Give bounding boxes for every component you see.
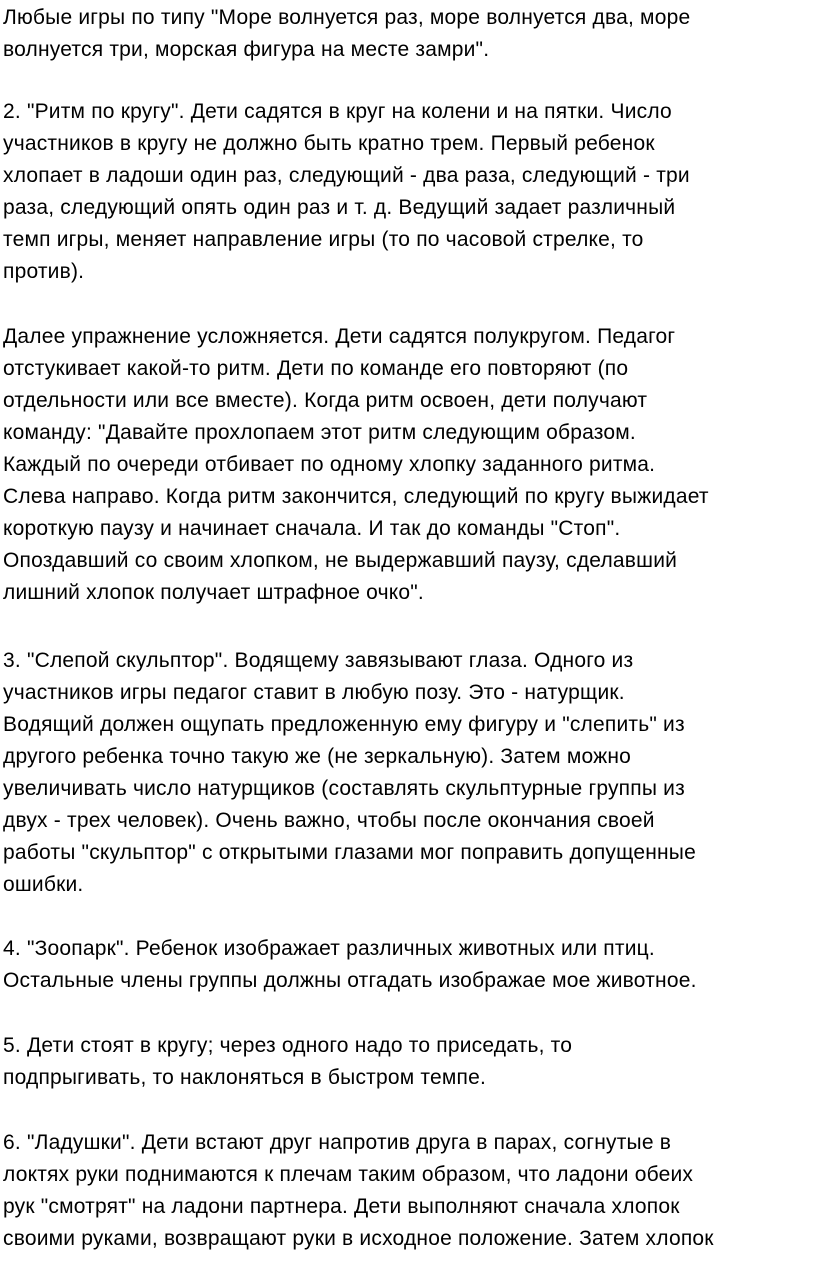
text-line: участников в кругу не должно быть кратно трем. Первый ребенок bbox=[3, 132, 655, 155]
text-line: подпрыгивать, то наклоняться в быстром темпе. bbox=[3, 1066, 486, 1089]
text-line: своими руками, возвращают руки в исходное положение. Затем хлопок bbox=[3, 1227, 714, 1250]
text-line: 5. Дети стоят в кругу; через одного надо то приседать, то bbox=[3, 1034, 573, 1057]
text-line: отстукивает какой-то ритм. Дети по команде его повторяют (по bbox=[3, 357, 629, 380]
text-line: Каждый по очереди отбивает по одному хлопку заданного ритма. bbox=[3, 453, 656, 476]
text-line: рук "смотрят" на ладони партнера. Дети выполняют сначала хлопок bbox=[3, 1195, 680, 1218]
text-line: Слева направо. Когда ритм закончится, следующий по кругу выжидает bbox=[3, 485, 709, 508]
text-line: короткую паузу и начинает сначала. И так до команды "Стоп". bbox=[3, 517, 621, 540]
text-line: участников игры педагог ставит в любую позу. Это - натурщик. bbox=[3, 681, 625, 704]
text-line: локтях руки поднимаются к плечам таким образом, что ладони обеих bbox=[3, 1163, 694, 1186]
text-line: 2. "Ритм по кругу". Дети садятся в круг на колени и на пятки. Число bbox=[3, 100, 672, 123]
text-line: волнуется три, морская фигура на месте замри". bbox=[3, 38, 490, 61]
text-line: 4. "Зоопарк". Ребенок изображает различных животных или птиц. bbox=[3, 937, 655, 960]
text-line: против). bbox=[3, 260, 85, 283]
text-line: увеличивать число натурщиков (составлять скульптурные группы из bbox=[3, 777, 685, 800]
text-line: работы "скульптор" с открытыми глазами мог поправить допущенные bbox=[3, 841, 696, 864]
text-line: ошибки. bbox=[3, 873, 84, 896]
text-line: двух - трех человек). Очень важно, чтобы после окончания своей bbox=[3, 809, 655, 832]
text-line: Любые игры по типу "Море волнуется раз, море волнуется два, море bbox=[3, 6, 691, 29]
text-line: темп игры, меняет направление игры (то по часовой стрелке, то bbox=[3, 228, 644, 251]
text-line: другого ребенка точно такую же (не зеркальную). Затем можно bbox=[3, 745, 632, 768]
text-line: Водящий должен ощупать предложенную ему фигуру и "слепить" из bbox=[3, 713, 685, 736]
text-line: Опоздавший со своим хлопком, не выдержавший паузу, сделавший bbox=[3, 549, 678, 572]
text-line: Остальные члены группы должны отгадать изображае мое животное. bbox=[3, 969, 697, 992]
text-line: отдельности или все вместе). Когда ритм освоен, дети получают bbox=[3, 389, 648, 412]
text-line: хлопает в ладоши один раз, следующий - два раза, следующий - три bbox=[3, 164, 690, 187]
text-line: 6. "Ладушки". Дети встают друг напротив друга в парах, согнутые в bbox=[3, 1131, 672, 1154]
text-line: Далее упражнение усложняется. Дети садятся полукругом. Педагог bbox=[3, 325, 676, 348]
text-line: команду: "Давайте прохлопаем этот ритм следующим образом. bbox=[3, 421, 636, 444]
text-line: лишний хлопок получает штрафное очко". bbox=[3, 581, 424, 604]
text-line: 3. "Слепой скульптор". Водящему завязывают глаза. Одного из bbox=[3, 649, 634, 672]
text-line: раза, следующий опять один раз и т. д. Ведущий задает различный bbox=[3, 196, 676, 219]
